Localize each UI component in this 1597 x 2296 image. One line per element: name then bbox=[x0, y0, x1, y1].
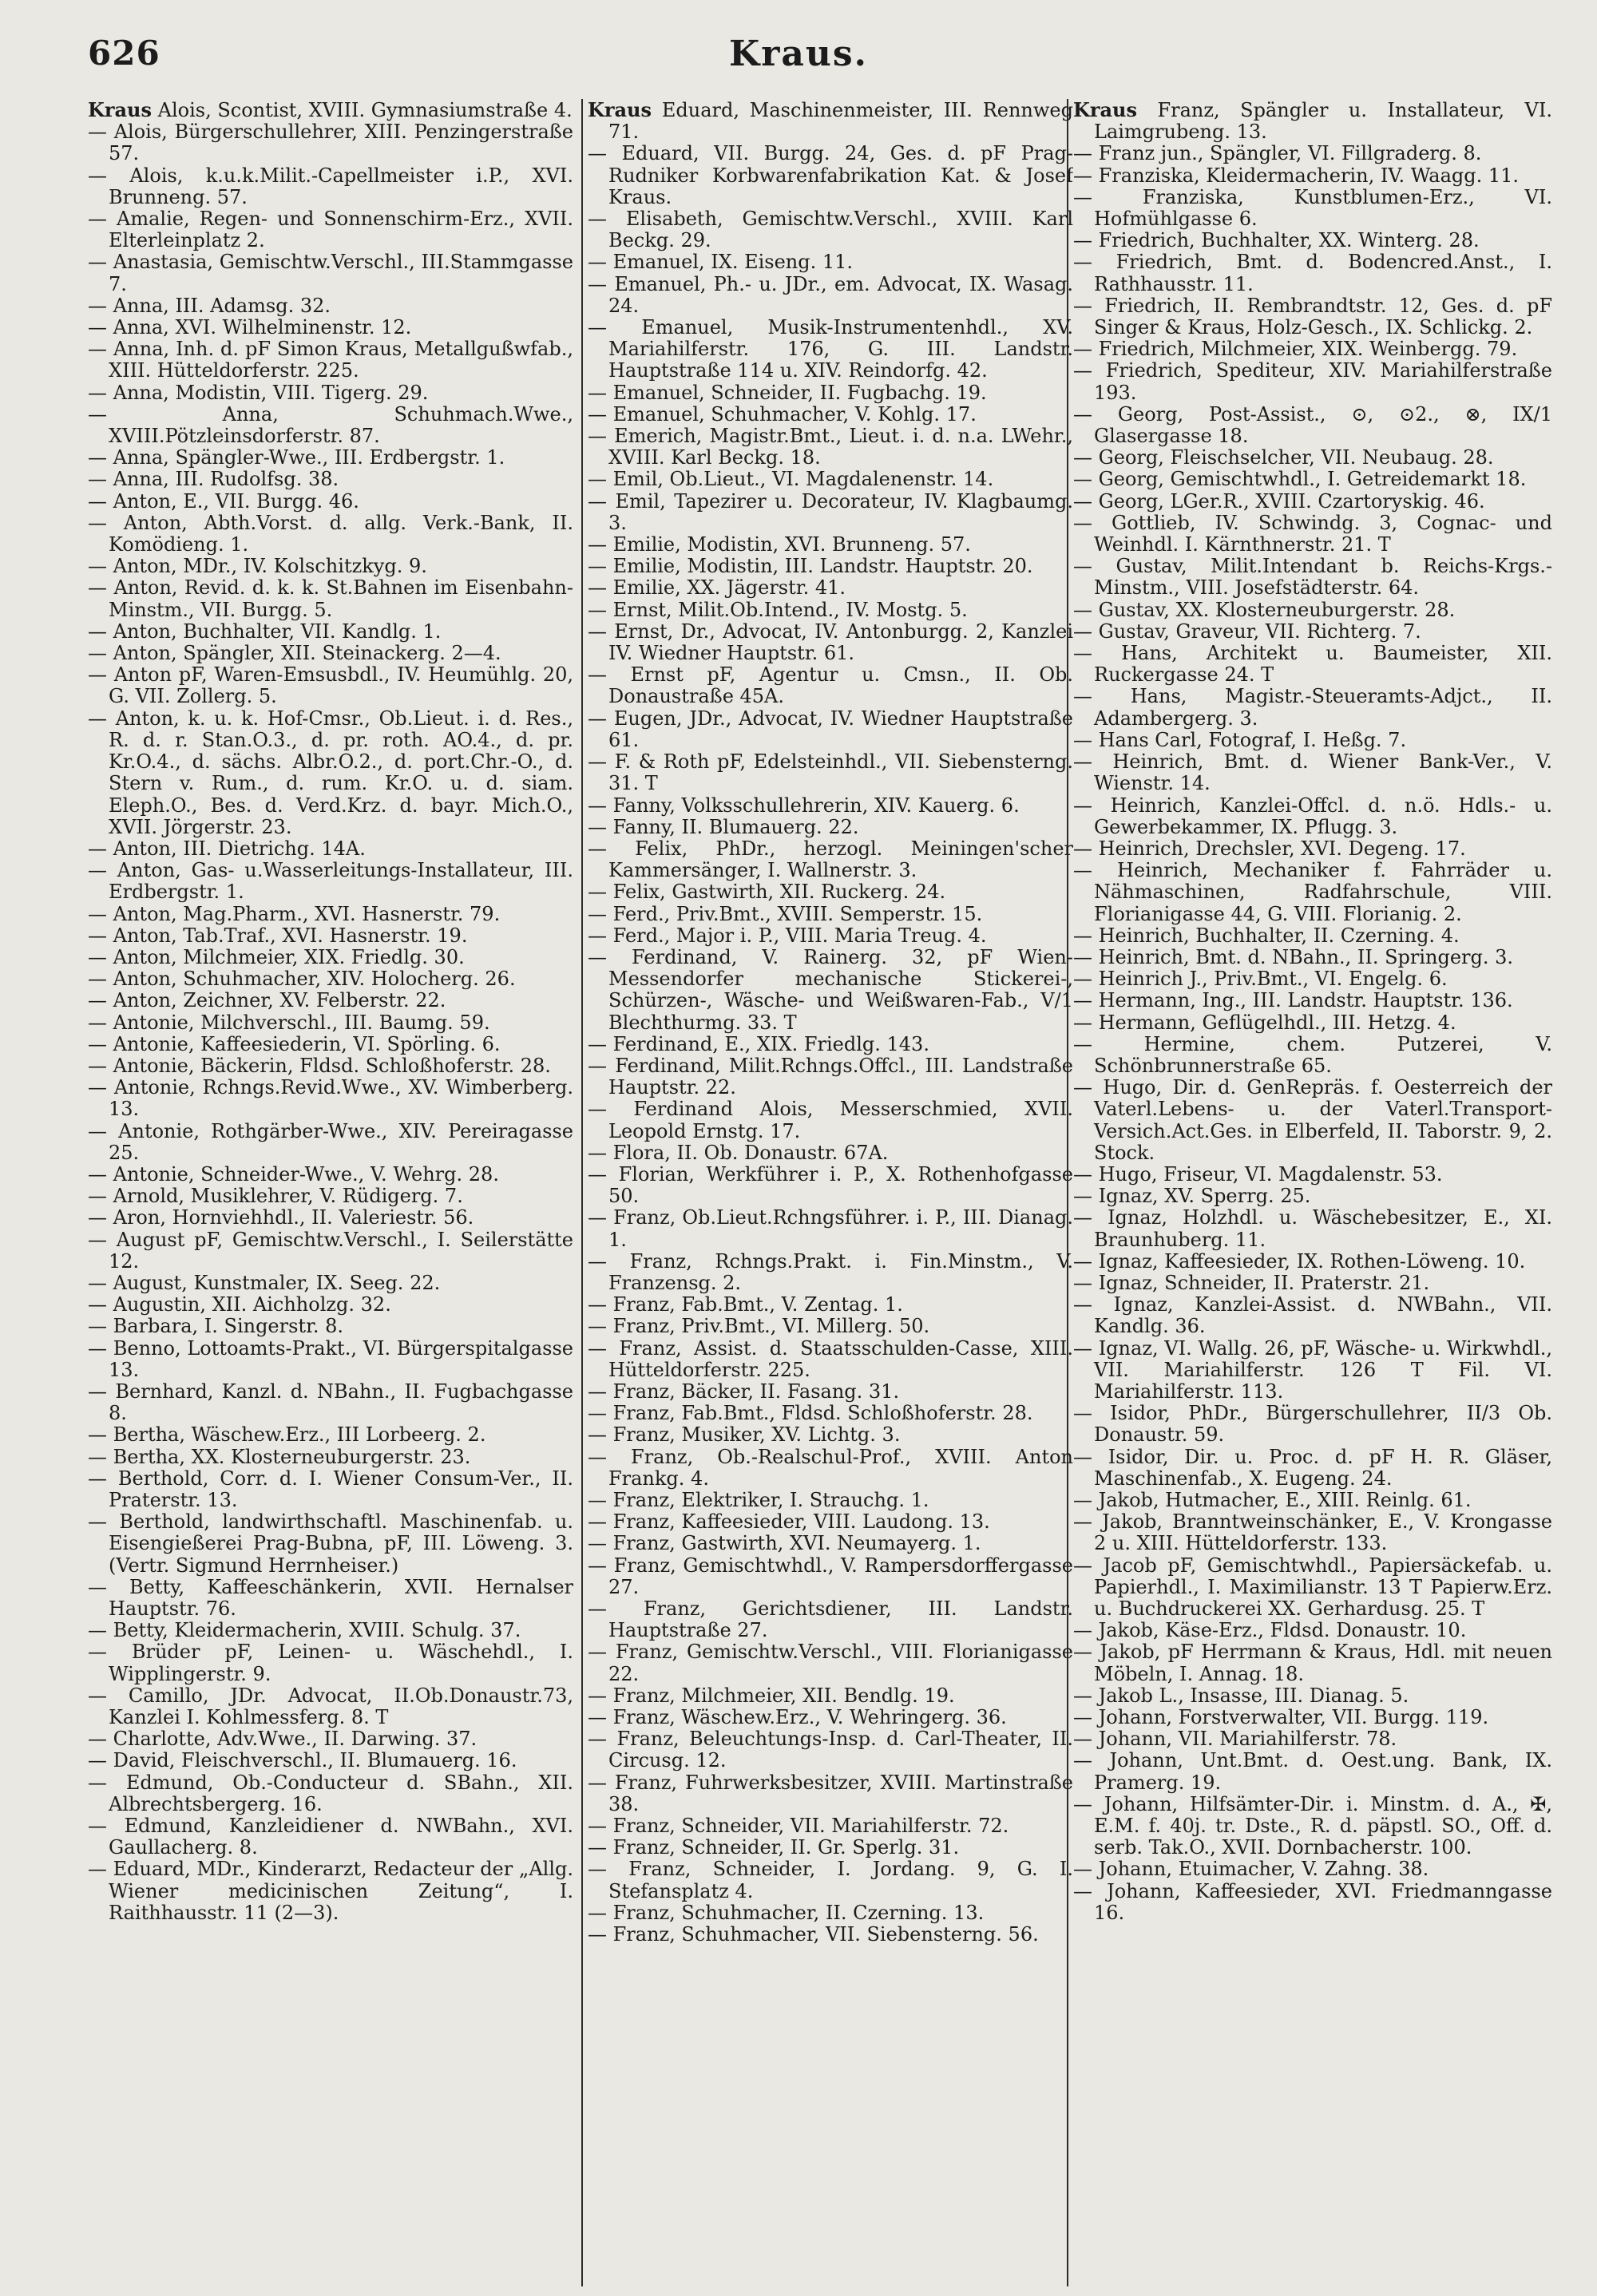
directory-entry: — Antonie, Bäckerin, Fldsd. Schloßhoferstr. 28. bbox=[88, 1054, 551, 1077]
directory-entry: — Antonie, Kaffeesiederin, VI. Spörling. 6. bbox=[88, 1032, 501, 1055]
directory-entry: — Antonie, Schneider-Wwe., V. Wehrg. 28. bbox=[88, 1162, 499, 1186]
directory-entry: Kraus Alois, Scontist, XVIII. Gymnasiumstraße 4. bbox=[88, 99, 573, 121]
page-number: 626 bbox=[88, 34, 160, 73]
family-name: Kraus bbox=[1073, 99, 1138, 121]
directory-entry: — Franz, Fab.Bmt., V. Zentag. 1. bbox=[588, 1293, 903, 1316]
directory-entry: — Alois, k.u.k.Milit.-Capellmeister i.P., XVI. Brunneng. 57. bbox=[88, 164, 573, 208]
directory-entry: — Franz, Gerichtsdiener, III. Landstr. Hauptstraße 27. bbox=[588, 1597, 1073, 1642]
directory-entry: — Georg, Post-Assist., ⊙, ⊙2., ⊗, IX/1 Glasergasse 18. bbox=[1073, 402, 1552, 448]
directory-entry: — Franz, Kaffeesieder, VIII. Laudong. 13. bbox=[588, 1510, 990, 1534]
directory-column-1 bbox=[88, 99, 573, 2286]
directory-entry: — Hugo, Dir. d. GenRepräs. f. Oesterreich der Vaterl.Lebens- u. der Vaterl.Transport-Versich.Act.Ges. in Elberfeld, II. Taborstr. 9, 2. Stock. bbox=[1073, 1076, 1552, 1164]
directory-entry: — Betty, Kaffeeschänkerin, XVII. Hernalser Hauptstr. 76. bbox=[88, 1575, 573, 1621]
directory-entry: — Hermine, chem. Putzerei, V. Schönbrunnerstraße 65. bbox=[1073, 1032, 1552, 1077]
directory-entry: — Anna, Schuhmach.Wwe., XVIII.Pötzleinsdorferstr. 87. bbox=[88, 402, 573, 448]
directory-entry: — Franz, Priv.Bmt., VI. Millerg. 50. bbox=[588, 1315, 930, 1338]
directory-entry: — Emilie, Modistin, XVI. Brunneng. 57. bbox=[588, 533, 971, 556]
directory-entry: — Eduard, MDr., Kinderarzt, Redacteur der „Allg. Wiener medicinischen Zeitung“, I. Raithhausstr. 11 (2—3). bbox=[88, 1858, 573, 1924]
directory-entry: — Anton, Revid. d. k. k. St.Bahnen im Eisenbahn-Minstm., VII. Burgg. 5. bbox=[88, 576, 573, 621]
directory-entry: — Emanuel, Ph.- u. JDr., em. Advocat, IX. Wasag. 24. bbox=[588, 272, 1073, 317]
directory-entry: — Gustav, XX. Klosterneuburgerstr. 28. bbox=[1073, 598, 1456, 621]
directory-entry: — Franz, Schuhmacher, VII. Siebensterng. 56. bbox=[588, 1923, 1039, 1946]
directory-entry: — Franz, Rchngs.Prakt. i. Fin.Minstm., V. Franzensg. 2. bbox=[588, 1249, 1073, 1294]
directory-entry: — Friedrich, Buchhalter, XX. Winterg. 28. bbox=[1073, 229, 1480, 252]
column-divider bbox=[581, 99, 583, 2286]
directory-entry: — Antonie, Rchngs.Revid.Wwe., XV. Wimberberg. 13. bbox=[88, 1076, 573, 1121]
directory-entry: — Ferdinand Alois, Messerschmied, XVII. Leopold Ernstg. 17. bbox=[588, 1098, 1073, 1142]
directory-entry: — Fanny, II. Blumauerg. 22. bbox=[588, 815, 859, 838]
directory-entry: — Johann, Unt.Bmt. d. Oest.ung. Bank, IX. Pramerg. 19. bbox=[1073, 1749, 1552, 1794]
directory-entry: — Franz, Schneider, VII. Mariahilferstr. 72. bbox=[588, 1815, 1009, 1838]
directory-entry: — Friedrich, II. Rembrandtstr. 12, Ges. d. pF Singer & Kraus, Holz-Gesch., IX. Schlickg. 2. bbox=[1073, 294, 1552, 339]
directory-entry: — Benno, Lottoamts-Prakt., VI. Bürgerspitalgasse 13. bbox=[88, 1336, 573, 1381]
directory-entry: — Ferd., Priv.Bmt., XVIII. Semperstr. 15. bbox=[588, 902, 983, 925]
directory-entry: — Camillo, JDr. Advocat, II.Ob.Donaustr.73, Kanzlei I. Kohlmessferg. 8. T bbox=[88, 1684, 573, 1729]
directory-entry: — Ernst, Milit.Ob.Intend., IV. Mostg. 5. bbox=[588, 598, 968, 621]
directory-entry: — Heinrich, Buchhalter, II. Czerning. 4. bbox=[1073, 924, 1460, 947]
directory-entry: — Hans, Architekt u. Baumeister, XII. Ruckergasse 24. T bbox=[1073, 642, 1552, 687]
directory-entry: — Ignaz, VI. Wallg. 26, pF, Wäsche- u. Wirkwhdl., VII. Mariahilferstr. 126 T Fil. VI. Mariahilferstr. 113. bbox=[1073, 1336, 1552, 1403]
directory-entry: — Jakob, Käse-Erz., Fldsd. Donaustr. 10. bbox=[1073, 1619, 1467, 1642]
directory-entry: — Ferd., Major i. P., VIII. Maria Treug. 4. bbox=[588, 924, 987, 947]
directory-entry: — Jakob L., Insasse, III. Dianag. 5. bbox=[1073, 1684, 1409, 1707]
directory-entry: — Bertha, XX. Klosterneuburgerstr. 23. bbox=[88, 1445, 471, 1468]
directory-entry: — Franz, Musiker, XV. Lichtg. 3. bbox=[588, 1423, 901, 1447]
directory-entry: — Charlotte, Adv.Wwe., II. Darwing. 37. bbox=[88, 1728, 478, 1751]
directory-entry: — Heinrich, Bmt. d. NBahn., II. Springerg. 3. bbox=[1073, 945, 1514, 968]
directory-entry: — Franz, Fab.Bmt., Fldsd. Schloßhoferstr. 28. bbox=[588, 1402, 1033, 1425]
directory-entry: — Felix, Gastwirth, XII. Ruckerg. 24. bbox=[588, 881, 946, 904]
directory-entry: — Emanuel, Musik-Instrumentenhdl., XV. Mariahilferstr. 176, G. III. Landstr. Hauptstraße 114 u. XIV. Reindorfg. 42. bbox=[588, 316, 1073, 382]
directory-entry: — Franz, Gemischtw.Verschl., VIII. Florianigasse 22. bbox=[588, 1641, 1073, 1685]
directory-entry: — Gottlieb, IV. Schwindg. 3, Cognac- und Weinhdl. I. Kärnthnerstr. 21. T bbox=[1073, 511, 1552, 556]
directory-entry: — Emil, Tapezirer u. Decorateur, IV. Klagbaumg. 3. bbox=[588, 489, 1073, 534]
directory-entry: — Anton, Gas- u.Wasserleitungs-Installateur, III. Erdbergstr. 1. bbox=[88, 859, 573, 904]
directory-entry: — Bernhard, Kanzl. d. NBahn., II. Fugbachgasse 8. bbox=[88, 1380, 573, 1425]
directory-entry: — Heinrich, Kanzlei-Offcl. d. n.ö. Hdls.- u. Gewerbekammer, IX. Pflugg. 3. bbox=[1073, 794, 1552, 838]
directory-entry: — Emil, Ob.Lieut., VI. Magdalenenstr. 14. bbox=[588, 468, 994, 491]
directory-entry: — Anna, Inh. d. pF Simon Kraus, Metallgußwfab., XIII. Hütteldorferstr. 225. bbox=[88, 338, 573, 382]
directory-entry: — Anton, MDr., IV. Kolschitzkyg. 9. bbox=[88, 555, 427, 578]
directory-entry: — Jakob, pF Herrmann & Kraus, Hdl. mit neuen Möbeln, I. Annag. 18. bbox=[1073, 1641, 1552, 1685]
directory-entry: — Heinrich, Drechsler, XVI. Degeng. 17. bbox=[1073, 837, 1466, 860]
directory-entry: — Anton, Spängler, XII. Steinackerg. 2—4. bbox=[88, 642, 501, 665]
directory-entry: — Anton, Tab.Traf., XVI. Hasnerstr. 19. bbox=[88, 924, 468, 947]
directory-entry: Kraus Eduard, Maschinenmeister, III. Rennweg 71. bbox=[588, 99, 1073, 144]
directory-entry: — Johann, Hilfsämter-Dir. i. Minstm. d. A., ✠, E.M. f. 40j. tr. Dste., R. d. päpstl. SO., Off. d. serb. Tak.O., XVII. Dornbacherstr. 100. bbox=[1073, 1792, 1552, 1859]
directory-entry: — Anna, III. Rudolfsg. 38. bbox=[88, 468, 339, 491]
directory-entry: — Anton pF, Waren-Emsusbdl., IV. Heumühlg. 20, G. VII. Zollerg. 5. bbox=[88, 663, 573, 708]
directory-entry: — Ignaz, Schneider, II. Praterstr. 21. bbox=[1073, 1271, 1430, 1294]
directory-entry: — Emanuel, IX. Eiseng. 11. bbox=[588, 251, 854, 274]
directory-entry: — Antonie, Rothgärber-Wwe., XIV. Pereiragasse 25. bbox=[88, 1119, 573, 1164]
directory-entry: — Anton, E., VII. Burgg. 46. bbox=[88, 489, 359, 513]
directory-entry: — Anton, Abth.Vorst. d. allg. Verk.-Bank, II. Komödieng. 1. bbox=[88, 511, 573, 556]
directory-entry: — Franz, Beleuchtungs-Insp. d. Carl-Theater, II. Circusg. 12. bbox=[588, 1728, 1073, 1772]
directory-entry: — August pF, Gemischtw.Verschl., I. Seilerstätte 12. bbox=[88, 1228, 573, 1273]
directory-entry: — Anton, Mag.Pharm., XVI. Hasnerstr. 79. bbox=[88, 902, 501, 925]
family-name: Kraus bbox=[588, 99, 652, 121]
directory-entry: — Hugo, Friseur, VI. Magdalenstr. 53. bbox=[1073, 1162, 1443, 1186]
directory-entry: — Johann, Kaffeesieder, XVI. Friedmanngasse 16. bbox=[1073, 1879, 1552, 1924]
directory-entry: — Franz, Fuhrwerksbesitzer, XVIII. Martinstraße 38. bbox=[588, 1771, 1073, 1815]
directory-entry: — Antonie, Milchverschl., III. Baumg. 59. bbox=[88, 1011, 490, 1034]
directory-column-2 bbox=[588, 99, 1073, 2286]
directory-entry: — Elisabeth, Gemischtw.Verschl., XVIII. Karl Beckg. 29. bbox=[588, 208, 1073, 252]
directory-entry: — Fanny, Volksschullehrerin, XIV. Kauerg. 6. bbox=[588, 794, 1020, 817]
directory-entry: — Anastasia, Gemischtw.Verschl., III.Stammgasse 7. bbox=[88, 251, 573, 295]
directory-entry: — Hans Carl, Fotograf, I. Heßg. 7. bbox=[1073, 728, 1407, 751]
directory-entry: — Anna, Spängler-Wwe., III. Erdbergstr. 1. bbox=[88, 446, 505, 469]
directory-entry: — Franz, Wäschew.Erz., V. Wehringerg. 36. bbox=[588, 1706, 1007, 1729]
directory-entry: — F. & Roth pF, Edelsteinhdl., VII. Siebensterng. 31. T bbox=[588, 750, 1073, 795]
directory-entry: — Franz, Ob.Lieut.Rchngsführer. i. P., III. Dianag. 1. bbox=[588, 1206, 1073, 1251]
directory-entry: — Amalie, Regen- und Sonnenschirm-Erz., XVII. Elterleinplatz 2. bbox=[88, 208, 573, 252]
directory-entry: — Jacob pF, Gemischtwhdl., Papiersäckefab. u. Papierhdl., I. Maximilianstr. 13 T Papierw.Erz. u. Buchdruckerei XX. Gerhardusg. 25. T bbox=[1073, 1554, 1552, 1621]
directory-entry: — Friedrich, Spediteur, XIV. Mariahilferstraße 193. bbox=[1073, 359, 1552, 404]
directory-entry: — Eugen, JDr., Advocat, IV. Wiedner Hauptstraße 61. bbox=[588, 707, 1073, 751]
directory-entry: — Augustin, XII. Aichholzg. 32. bbox=[88, 1293, 391, 1316]
directory-entry: — Gustav, Graveur, VII. Richterg. 7. bbox=[1073, 620, 1421, 643]
directory-entry: — Franz, Elektriker, I. Strauchg. 1. bbox=[588, 1489, 929, 1511]
directory-entry: — Franz, Milchmeier, XII. Bendlg. 19. bbox=[588, 1684, 955, 1707]
directory-entry: — Ernst, Dr., Advocat, IV. Antonburgg. 2, Kanzlei IV. Wiedner Hauptstr. 61. bbox=[588, 620, 1073, 665]
family-name: Kraus bbox=[88, 99, 153, 121]
directory-entry: — Berthold, Corr. d. I. Wiener Consum-Ver., II. Praterstr. 13. bbox=[88, 1467, 573, 1511]
directory-entry: — Emerich, Magistr.Bmt., Lieut. i. d. n.a. LWehr., XVIII. Karl Beckg. 18. bbox=[588, 425, 1073, 469]
directory-entry: — Johann, Etuimacher, V. Zahng. 38. bbox=[1073, 1858, 1429, 1881]
directory-entry: — Franziska, Kunstblumen-Erz., VI. Hofmühlgasse 6. bbox=[1073, 185, 1552, 231]
directory-entry: — Franz, Schneider, I. Jordang. 9, G. I. Stefansplatz 4. bbox=[588, 1858, 1073, 1902]
directory-entry: — David, Fleischverschl., II. Blumauerg. 16. bbox=[88, 1749, 517, 1772]
directory-entry: — Hans, Magistr.-Steueramts-Adjct., II. Adambergerg. 3. bbox=[1073, 685, 1552, 730]
directory-entry: — Ignaz, Kanzlei-Assist. d. NWBahn., VII. Kandlg. 36. bbox=[1073, 1293, 1552, 1338]
directory-entry: — Emanuel, Schneider, II. Fugbachg. 19. bbox=[588, 381, 987, 404]
directory-entry: — Anton, k. u. k. Hof-Cmsr., Ob.Lieut. i. d. Res., R. d. r. Stan.O.3., d. pr. roth. AO.4., d. pr. Kr.O.4., d. sächs. Albr.O.2., d. port.Chr.-O., d. Stern v. Rum., d. rum. Kr.O. u. d. siam. Eleph.O., Bes. d. Verd.Krz. d. bayr. Mich.O., XVII. Jörgerstr. 23. bbox=[88, 707, 573, 838]
directory-entry: — Anton, Milchmeier, XIX. Friedlg. 30. bbox=[88, 945, 465, 968]
directory-entry: — Hermann, Geflügelhdl., III. Hetzg. 4. bbox=[1073, 1011, 1456, 1034]
directory-entry: — Franz jun., Spängler, VI. Fillgraderg. 8. bbox=[1073, 142, 1482, 165]
directory-entry: — Franz, Assist. d. Staatsschulden-Casse, XIII. Hütteldorferstr. 225. bbox=[588, 1336, 1073, 1381]
directory-entry: — Anton, Zeichner, XV. Felberstr. 22. bbox=[88, 989, 446, 1012]
directory-entry: — Emilie, XX. Jägerstr. 41. bbox=[588, 576, 846, 600]
directory-entry: — Brüder pF, Leinen- u. Wäschehdl., I. Wipplingerstr. 9. bbox=[88, 1641, 573, 1685]
directory-entry: — Edmund, Kanzleidiener d. NWBahn., XVI. Gaullacherg. 8. bbox=[88, 1815, 573, 1859]
directory-entry: — Aron, Hornviehhdl., II. Valeriestr. 56. bbox=[88, 1206, 474, 1229]
directory-entry: — Franziska, Kleidermacherin, IV. Waagg. 11. bbox=[1073, 164, 1520, 187]
directory-entry: — Berthold, landwirthschaftl. Maschinenfab. u. Eisengießerei Prag-Bubna, pF, III. Löweng. 3. (Vertr. Sigmund Herrnheiser.) bbox=[88, 1510, 573, 1577]
directory-entry: — Georg, LGer.R., XVIII. Czartoryskig. 46. bbox=[1073, 489, 1485, 513]
directory-entry: — Isidor, PhDr., Bürgerschullehrer, II/3 Ob. Donaustr. 59. bbox=[1073, 1402, 1552, 1447]
directory-entry: — Franz, Schneider, II. Gr. Sperlg. 31. bbox=[588, 1836, 960, 1859]
directory-entry: — Georg, Fleischselcher, VII. Neubaug. 28. bbox=[1073, 446, 1494, 469]
directory-entry: — Heinrich, Bmt. d. Wiener Bank-Ver., V. Wienstr. 14. bbox=[1073, 750, 1552, 795]
directory-entry: — Florian, Werkführer i. P., X. Rothenhofgasse 50. bbox=[588, 1162, 1073, 1208]
directory-entry: — Ferdinand, V. Rainerg. 32, pF Wien-Messendorfer mechanische Stickerei-, Schürzen-, Wäsche- und Weißwaren-Fab., V/1 Blechthurmg. 33. T bbox=[588, 945, 1073, 1034]
directory-entry: — Gustav, Milit.Intendant b. Reichs-Krgs.-Minstm., VIII. Josefstädterstr. 64. bbox=[1073, 555, 1552, 600]
directory-entry: — Felix, PhDr., herzogl. Meiningen'scher Kammersänger, I. Wallnerstr. 3. bbox=[588, 837, 1073, 882]
directory-entry: — Franz, Bäcker, II. Fasang. 31. bbox=[588, 1380, 900, 1403]
directory-entry: — Franz, Gemischtwhdl., V. Rampersdorffergasse 27. bbox=[588, 1554, 1073, 1598]
directory-entry: — Bertha, Wäschew.Erz., III Lorbeerg. 2. bbox=[88, 1423, 486, 1447]
directory-entry: — Jakob, Branntweinschänker, E., V. Krongasse 2 u. XIII. Hütteldorferstr. 133. bbox=[1073, 1510, 1552, 1555]
directory-entry: — Heinrich J., Priv.Bmt., VI. Engelg. 6. bbox=[1073, 968, 1448, 991]
directory-entry: — Ferdinand, Milit.Rchngs.Offcl., III. Landstraße Hauptstr. 22. bbox=[588, 1054, 1073, 1099]
directory-entry: — Anton, Schuhmacher, XIV. Holocherg. 26. bbox=[88, 968, 516, 991]
directory-entry: — Flora, II. Ob. Donaustr. 67A. bbox=[588, 1141, 889, 1164]
directory-entry: — Ignaz, Kaffeesieder, IX. Rothen-Löweng. 10. bbox=[1073, 1249, 1526, 1273]
directory-entry: — Georg, Gemischtwhdl., I. Getreidemarkt 18. bbox=[1073, 468, 1527, 491]
directory-entry: — Jakob, Hutmacher, E., XIII. Reinlg. 61. bbox=[1073, 1489, 1472, 1511]
directory-entry: — Friedrich, Bmt. d. Bodencred.Anst., I. Rathhausstr. 11. bbox=[1073, 251, 1552, 295]
directory-entry: Kraus Franz, Spängler u. Installateur, VI. Laimgrubeng. 13. bbox=[1073, 99, 1552, 144]
directory-entry: — Eduard, VII. Burgg. 24, Ges. d. pF Prag-Rudniker Korbwarenfabrikation Kat. & Josef Kraus. bbox=[588, 142, 1073, 208]
directory-entry: — Ferdinand, E., XIX. Friedlg. 143. bbox=[588, 1032, 929, 1055]
page-heading: Kraus. bbox=[728, 34, 868, 74]
directory-entry: — Anton, Buchhalter, VII. Kandlg. 1. bbox=[88, 620, 442, 643]
directory-entry: — Anna, Modistin, VIII. Tigerg. 29. bbox=[88, 381, 429, 404]
directory-entry: — Arnold, Musiklehrer, V. Rüdigerg. 7. bbox=[88, 1185, 463, 1208]
directory-entry: — Ignaz, XV. Sperrg. 25. bbox=[1073, 1185, 1311, 1208]
directory-entry: — Friedrich, Milchmeier, XIX. Weinbergg. 79. bbox=[1073, 338, 1518, 361]
directory-entry: — Hermann, Ing., III. Landstr. Hauptstr. 136. bbox=[1073, 989, 1513, 1012]
directory-entry: — Alois, Bürgerschullehrer, XIII. Penzingerstraße 57. bbox=[88, 121, 573, 165]
directory-entry: — Anton, III. Dietrichg. 14A. bbox=[88, 837, 366, 860]
directory-column-3 bbox=[1073, 99, 1552, 2286]
directory-entry: — Anna, XVI. Wilhelminenstr. 12. bbox=[88, 316, 412, 339]
directory-entry: — Johann, VII. Mariahilferstr. 78. bbox=[1073, 1728, 1397, 1751]
directory-entry: — August, Kunstmaler, IX. Seeg. 22. bbox=[88, 1271, 441, 1294]
directory-entry: — Betty, Kleidermacherin, XVIII. Schulg. 37. bbox=[88, 1619, 521, 1642]
directory-entry: — Edmund, Ob.-Conducteur d. SBahn., XII. Albrechtsbergerg. 16. bbox=[88, 1771, 573, 1815]
directory-entry: — Emilie, Modistin, III. Landstr. Hauptstr. 20. bbox=[588, 555, 1033, 578]
directory-entry: — Barbara, I. Singerstr. 8. bbox=[88, 1315, 344, 1338]
directory-entry: — Franz, Gastwirth, XVI. Neumayerg. 1. bbox=[588, 1532, 981, 1555]
directory-entry: — Johann, Forstverwalter, VII. Burgg. 119. bbox=[1073, 1706, 1489, 1729]
directory-entry: — Isidor, Dir. u. Proc. d. pF H. R. Gläser, Maschinenfab., X. Eugeng. 24. bbox=[1073, 1445, 1552, 1490]
directory-entry: — Franz, Schuhmacher, II. Czerning. 13. bbox=[588, 1901, 985, 1924]
directory-entry: — Ernst pF, Agentur u. Cmsn., II. Ob. Donaustraße 45A. bbox=[588, 663, 1073, 708]
directory-entry: — Ignaz, Holzhdl. u. Wäschebesitzer, E., XI. Braunhuberg. 11. bbox=[1073, 1206, 1552, 1251]
directory-entry: — Franz, Ob.-Realschul-Prof., XVIII. Anton Frankg. 4. bbox=[588, 1445, 1073, 1490]
directory-entry: — Emanuel, Schuhmacher, V. Kohlg. 17. bbox=[588, 402, 977, 426]
directory-entry: — Anna, III. Adamsg. 32. bbox=[88, 294, 331, 317]
directory-entry: — Heinrich, Mechaniker f. Fahrräder u. Nähmaschinen, Radfahrschule, VIII. Florianigasse 44, G. VIII. Florianig. 2. bbox=[1073, 859, 1552, 925]
